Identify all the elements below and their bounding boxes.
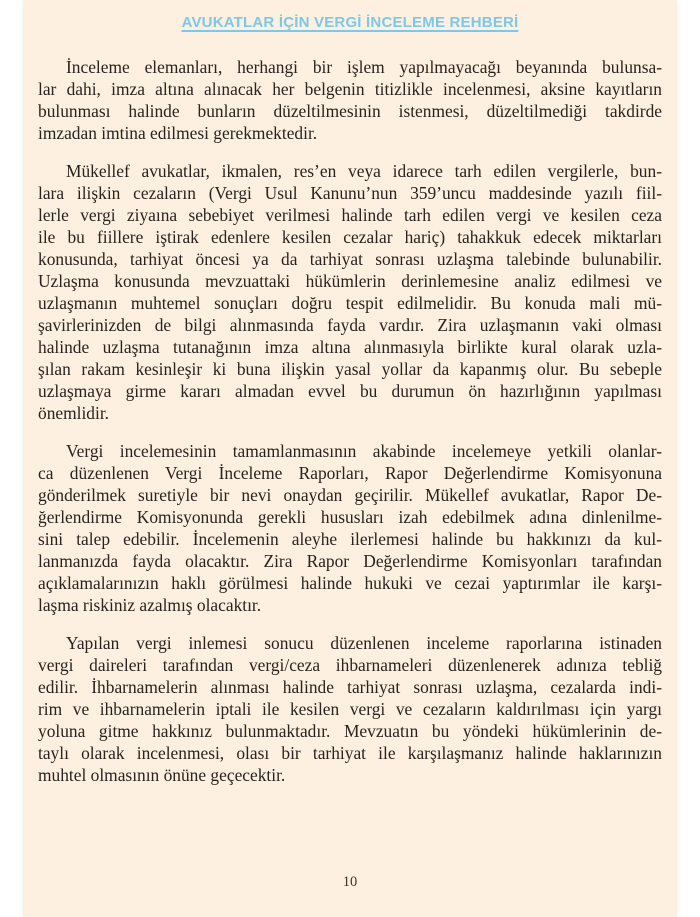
text-line: bulunması halinde bunların düzeltilmesinin istenmesi, düzeltilmediği takdirde	[38, 101, 662, 121]
text-line: rim ve ihbarnamelerin iptali ile kesilen vergi ve cezaların kaldırılması için yargı	[38, 699, 662, 719]
text-line: İnceleme elemanları, herhangi bir işlem yapılmayacağı beyanında bulunsa-	[66, 57, 662, 77]
text-line: ğerlendirme Komisyonunda gerekli hususları izah edebilmek adına dinlenilme-	[38, 507, 662, 527]
text-line: konusunda, tarhiyat öncesi ya da tarhiyat sonrası uzlaşma talebinde bulunabilir.	[38, 249, 662, 269]
text-line: vergi daireleri tarafından vergi/ceza ihbarnameleri düzenlenerek adınıza tebliğ	[38, 655, 662, 675]
text-line: şılan rakam kesinleşir ki buna ilişkin yasal yollar da kapanmış olur. Bu sebeple	[38, 359, 662, 379]
text-line: sini talep edebilir. İncelemenin aleyhe ilerlemesi halinde bu hakkınızı da kul-	[38, 529, 662, 549]
text-line: Yapılan vergi inlemesi sonucu düzenlenen inceleme raporlarına istinaden	[66, 633, 662, 653]
page-number: 10	[342, 874, 358, 890]
paragraph	[38, 160, 662, 424]
text-line: yoluna gitme hakkınız bulunmaktadır. Mevzuatın bu yöndeki hükümlerinin de-	[38, 721, 662, 741]
text-line: muhtel olmasının önüne geçecektir.	[38, 765, 286, 785]
paragraph	[38, 440, 662, 616]
text-line: uzlaşmanın muhtemel sonuçları doğru tespit edilmelidir. Bu konuda mali mü-	[38, 293, 662, 313]
text-line: Mükellef avukatlar, ikmalen, res’en veya idarece tarh edilen vergilerle, bun-	[66, 161, 662, 181]
text-line: imzadan imtina edilmesi gerekmektedir.	[38, 123, 318, 143]
text-line: açıklamalarınızın haklı görülmesi halinde hukuki ve cezai yaptırımlar ile karşı-	[38, 573, 662, 593]
paragraph	[38, 56, 662, 144]
document-page	[23, 0, 677, 917]
text-line: halinde uzlaşma tutanağının imza altına alınmasıyla birlikte kural olarak uzla-	[38, 337, 662, 357]
text-line: lara ilişkin cezaların (Vergi Usul Kanunu’nun 359’uncu maddesinde yazılı fiil-	[38, 183, 662, 203]
text-line: ca düzenlenen Vergi İnceleme Raporları, Rapor Değerlendirme Komisyonuna	[38, 463, 662, 483]
text-line: laşma riskiniz azalmış olacaktır.	[38, 595, 262, 615]
text-line: şavirlerinizden de bilgi alınmasında fayda vardır. Zira uzlaşmanın vaki olması	[38, 315, 662, 335]
text-line: önemlidir.	[38, 403, 110, 423]
text-line: uzlaşmaya girme kararı almadan evvel bu durumun ön hazırlığının yapılması	[38, 381, 662, 401]
text-line: edilir. İhbarnamelerin alınması halinde tarhiyat sonrası uzlaşma, cezalarda indi-	[38, 677, 662, 697]
text-line: taylı olarak incelenmesi, olası bir tarhiyat ile karşılaşmanız halinde haklarınızın	[38, 743, 662, 763]
page-title: AVUKATLAR İÇİN VERGİ İNCELEME REHBERİ	[181, 14, 519, 31]
text-line: Uzlaşma konusunda mevzuattaki hükümlerin derinlemesine analiz edilmesi ve	[38, 271, 662, 291]
text-line: lanmanızda fayda olacaktır. Zira Rapor Değerlendirme Komisyonları tarafından	[38, 551, 662, 571]
text-line: Vergi incelemesinin tamamlanmasının akabinde incelemeye yetkili olanlar-	[66, 441, 662, 461]
paragraph	[38, 632, 662, 786]
page-body	[23, 56, 677, 786]
text-line: lerle vergi ziyaına sebebiyet verilmesi halinde tarh edilen vergi ve kesilen ceza	[38, 205, 662, 225]
text-line: lar dahi, imza altına alınacak her belgenin titizlikle incelenmesi, aksine kayıtların	[38, 79, 662, 99]
text-line: gönderilmek suretiyle bir nevi onaydan geçirilir. Mükellef avukatlar, Rapor De-	[38, 485, 662, 505]
text-line: ile bu fiillere iştirak edenlere kesilen cezalar hariç) tahakkuk edecek miktarları	[38, 227, 662, 247]
